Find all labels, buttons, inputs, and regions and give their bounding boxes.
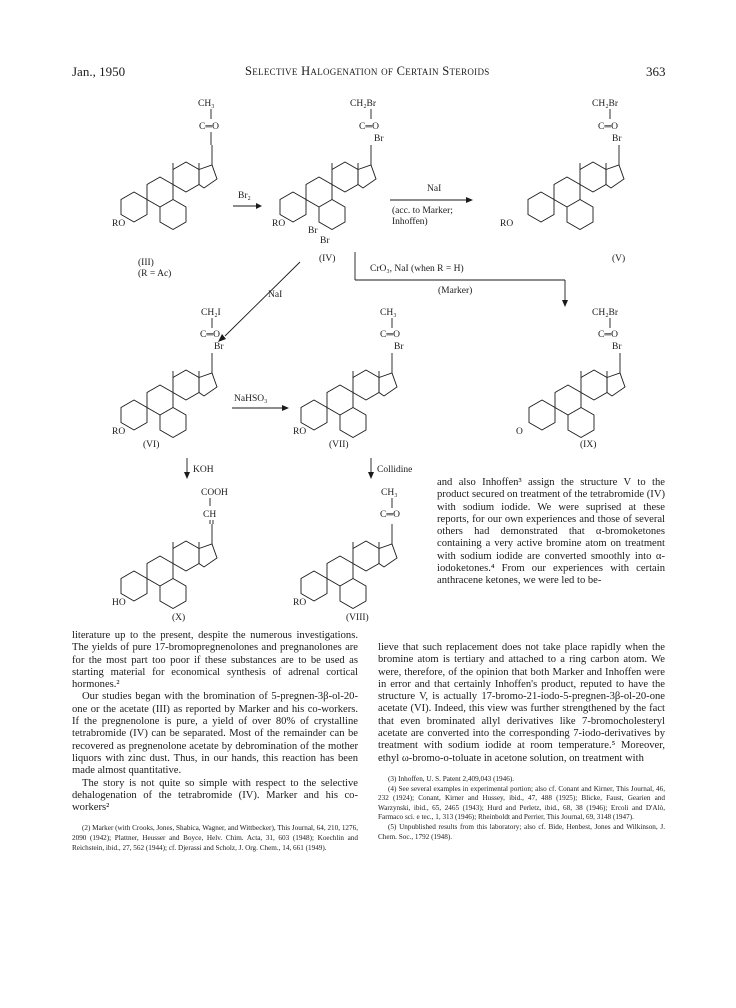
ro-label: RO [272,219,286,229]
br-label: Br [214,342,224,352]
footnote: (4) See several examples in experimental portion; also cf. Conant and Kirner, This Journal, 46, 232 (1924); Conant, Kirner and Hussey, ibid., 47, 488 (1925); Blicke, Faust, Gearien and Warzynski, ibid., 65, 2465 (1943); Hurd and Perletz, ibid., 68, 38 (1946); Ercoli and D'Alò, Farmaco sci. e tec., 1, 313 (1946); Rheinboldt and Perrier, This Journal, 69, 3148 (1947). [378,784,665,822]
compound-IX [516,308,625,450]
compound-number-III: (III) [138,258,154,268]
compound-number-IX: (IX) [580,440,597,450]
ch3-label: CH₃ [380,308,397,318]
reagent-nahso3: NaHSO₃ [234,394,268,404]
carbonyl-label: C═O [359,122,379,132]
reagent-nai: NaI [268,290,283,300]
carbonyl-label: C═O [598,330,618,340]
compound-number-X: (X) [172,613,186,623]
reagent-koh: KOH [193,465,214,475]
compound-number-VIII: (VIII) [346,613,369,623]
reagent-collidine: Collidine [377,465,413,475]
compound-IV [272,99,384,264]
reagent-nai: NaI [427,184,442,194]
br-label: Br [394,342,404,352]
footnote: (5) Unpublished results from this laboratory; also cf. Bide, Henbest, Jones and Wilkinson, J. Chem. Soc., 1792 (1948). [378,822,665,841]
page-header-date: Jan., 1950 [72,64,126,79]
ch2br-label: CH₂Br [592,308,619,318]
compound-number-IV: (IV) [319,254,336,264]
carbonyl-label: C═O [380,510,400,520]
body-text-right-column [378,642,665,842]
compound-III [112,99,219,279]
footnote: (3) Inhoffen, U. S. Patent 2,409,043 (1946). [388,774,515,783]
paragraph: and also Inhoffen³ assign the structure V to the product secured on treatment of the tetrabromide (IV) with sodium iodide. We were suprised at these reports, for our own experiences and those of several others had demonstrated that α-bromoketones containing a very active bromine atom on treatment with sodium iodide are converted smoothly into α-iodoketones.⁴ From our experiences with certain anthracene ketones, we were led to be- [437,477,665,587]
body-text-right-upper [437,477,665,588]
paragraph: The story is not quite so simple with respect to the selective dehalogenation of the tetrabromide (IV). Marker and his co-workers² [72,777,358,814]
ch2br-label: CH₂Br [350,99,377,109]
compound-VI [112,308,224,450]
compound-number-VII: (VII) [329,440,349,450]
footnotes-left [72,824,358,853]
footnotes-right [378,775,665,842]
body-text-left-column [72,630,358,853]
ketone-o-label: O [516,427,523,437]
carbonyl-label: C═O [199,122,219,132]
ch2i-label: CH₂I [201,308,221,318]
br-label: Br [612,134,622,144]
carbonyl-label: C═O [200,330,220,340]
ch2br-label: CH₂Br [592,99,619,109]
ch3-label: CH₃ [381,488,398,498]
compound-X [112,488,228,623]
note-marker: (Marker) [438,286,473,296]
br-label: Br [374,134,384,144]
compound-number-V: (V) [612,254,626,264]
br-label: Br [320,236,330,246]
paragraph: lieve that such replacement does not take place rapidly when the bromine atom is tertiary and attached to a ring carbon atom. We were, therefore, of the opinion that both Marker and Inhoffen were in error and that certainly Inhoffen's product, reputed to have the structure V, is actually 17-bromo-21-iodo-5-pregnen-3β-ol-20-one acetate (VI). Indeed, this view was further strengthened by the fact that even brominated allyl derivatives like 7-bromocholesteryl acetate are converted into the corresponding 7-iodo-derivatives by treatment with sodium iodide at room temperature.⁵ Moreover, ethyl ω-bromo-o-toluate in acetone solution, on treatment with [378,642,665,764]
ro-label: RO [112,219,126,229]
note-inhoffen: Inhoffen) [392,217,428,227]
footnote: (2) Marker (with Crooks, Jones, Shabica, Wagner, and Wittbecker), This Journal, 64, 210, 1276, 2090 (1942); Plattner, Heusser and Boyce, Helv. Chim. Acta, 31, 603 (1948); Koechlin and Reichstein, ibid., 27, 562 (1944); cf. Djerassi and Scholz, J. Org. Chem., 14, 661 (1949). [72,824,358,852]
paragraph: Our studies began with the bromination of 5-pregnen-3β-ol-20-one or the acetate (III) as reported by Marker and his co-workers. If the pregnenolone is pure, a yield of over 80% of crystalline tetrabromide (IV) can be separated. Most of the remainder can be recovered as pregnenolone acetate by debromination of the mother liquors with zinc dust. Thus, in our hands, this reaction has been made almost quantitative. [72,691,358,777]
cooh-label: COOH [201,488,228,498]
ch3-label: CH₃ [198,99,215,109]
reagent-br2: Br₂ [238,191,251,201]
r-equals-ac-note: (R = Ac) [138,269,172,279]
compound-VII [293,308,404,450]
ro-label: RO [112,427,126,437]
ro-label: RO [293,598,307,608]
page-number: 363 [646,64,666,79]
page-header-title: Selective Halogenation of Certain Steroids [245,64,490,78]
br-label: Br [612,342,622,352]
reagent-cro3: CrO₃, NaI (when R = H) [370,264,464,274]
compound-number-VI: (VI) [143,440,160,450]
compound-V [500,99,625,264]
carbonyl-label: C═O [380,330,400,340]
compound-VIII [293,488,400,623]
paragraph: literature up to the present, despite the numerous investigations. The yields of pure 17-bromopregnenolones and pregnanolones are for the most part too poor if these substances are to be used as starting material for economical synthesis of adrenal cortical hormones.² [72,630,358,691]
ro-label: RO [293,427,307,437]
carbonyl-label: C═O [598,122,618,132]
note-acc-marker: (acc. to Marker; [392,206,453,216]
ch-label: CH [203,510,217,520]
ro-label: RO [500,219,514,229]
br-label: Br [308,226,318,236]
ho-label: HO [112,598,126,608]
